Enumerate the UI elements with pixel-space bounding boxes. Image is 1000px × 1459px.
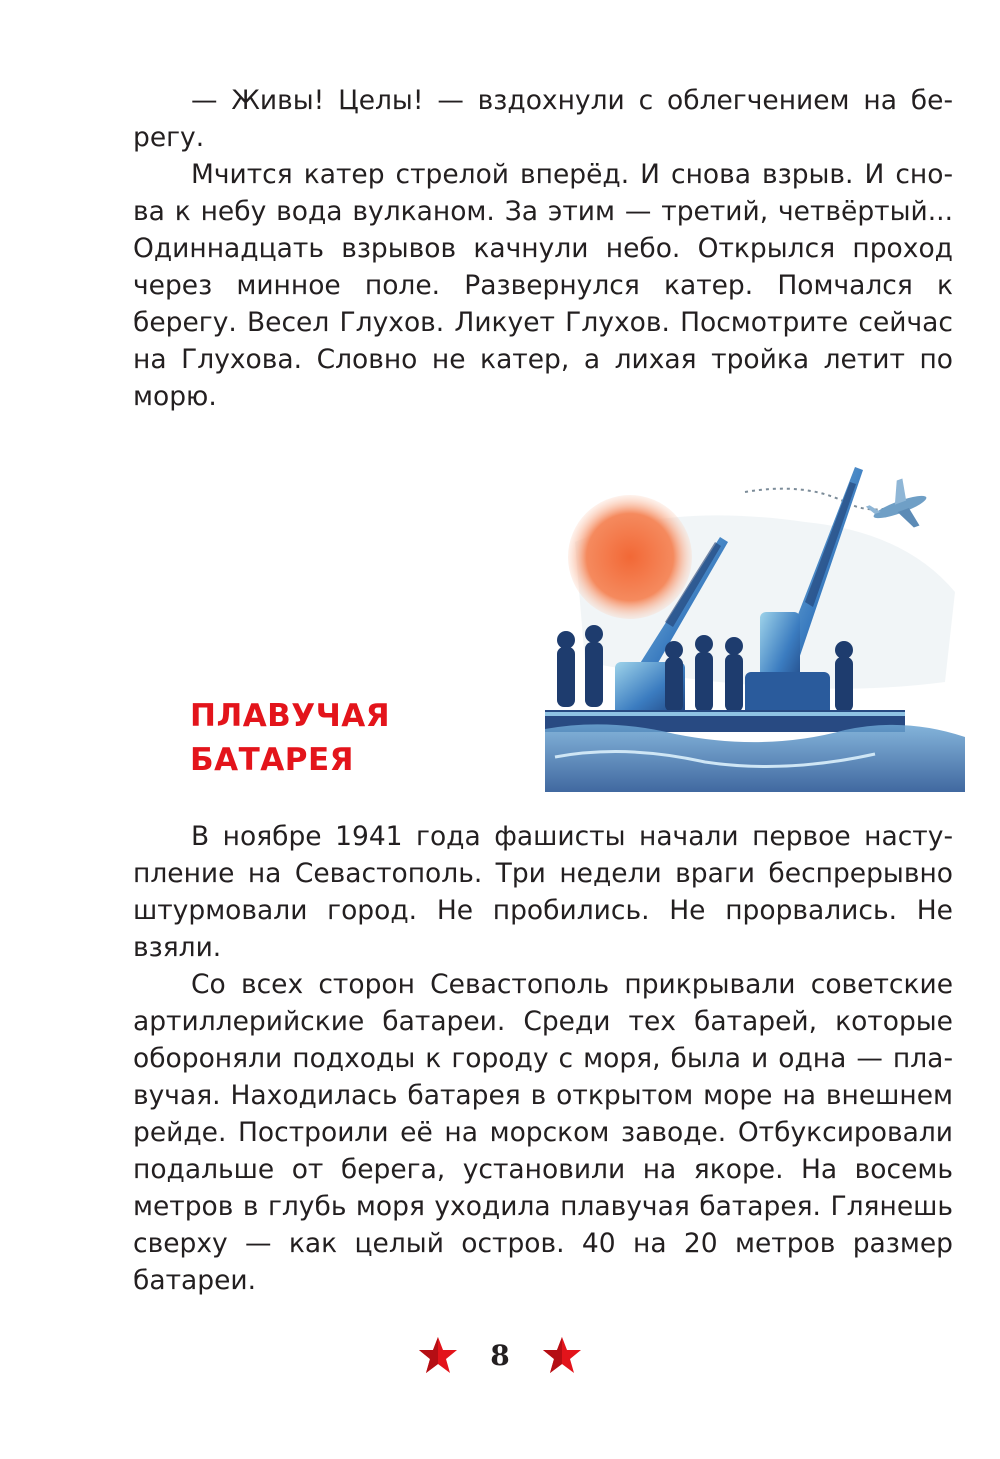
paragraph: Со всех сторон Севастополь прикрывали советские артиллерийские батареи. Среди тех батарей, которые обороняли подходы к городу с моря, была и одна — плавучая. Находилась батарея в открытом море на внешнем рейде. Построили её на морском заводе. Отбуксировали подальше от берега, установили на якоре. На восемь метров в глубь моря уходила плавучая батарея. Глянешь сверху — как целый остров. 40 на 20 метров размер батареи. bbox=[133, 969, 953, 1296]
paragraph: В ноябре 1941 года фашисты начали первое наступление на Севастополь. Три недели враги беспрерывно штурмовали город. Не пробились. Не прорвались. Не взяли. bbox=[133, 821, 953, 963]
paragraph: — Живы! Целы! — вздохнули с облегчением на берегу. bbox=[133, 85, 953, 153]
anti-aircraft-battery-illustration bbox=[545, 462, 965, 792]
paragraph: Мчится катер стрелой вперёд. И снова взрыв. И снова к небу вода вулканом. За этим — третий, четвёртый... Одиннадцать взрывов качнули небо. Открылся проход через минное поле. Развернулся катер. Помчался к берегу. Весел Глухов. Ликует Глухов. Посмотрите сейчас на Глухова. Словно не катер, а лихая тройка летит по морю. bbox=[133, 159, 953, 412]
section-title-line: БАТАРЕЯ bbox=[190, 742, 355, 778]
sun-shape bbox=[568, 495, 692, 619]
red-star-icon bbox=[418, 1335, 458, 1375]
section-title-line: ПЛАВУЧАЯ bbox=[190, 698, 391, 734]
airplane-shape bbox=[861, 473, 934, 541]
page-number: 8 bbox=[490, 1338, 510, 1372]
top-text-block bbox=[133, 82, 953, 415]
sea-shape bbox=[545, 724, 965, 792]
page-footer bbox=[0, 1330, 1000, 1380]
section-title bbox=[190, 694, 390, 782]
bottom-text-block bbox=[133, 818, 953, 1299]
red-star-icon bbox=[542, 1335, 582, 1375]
